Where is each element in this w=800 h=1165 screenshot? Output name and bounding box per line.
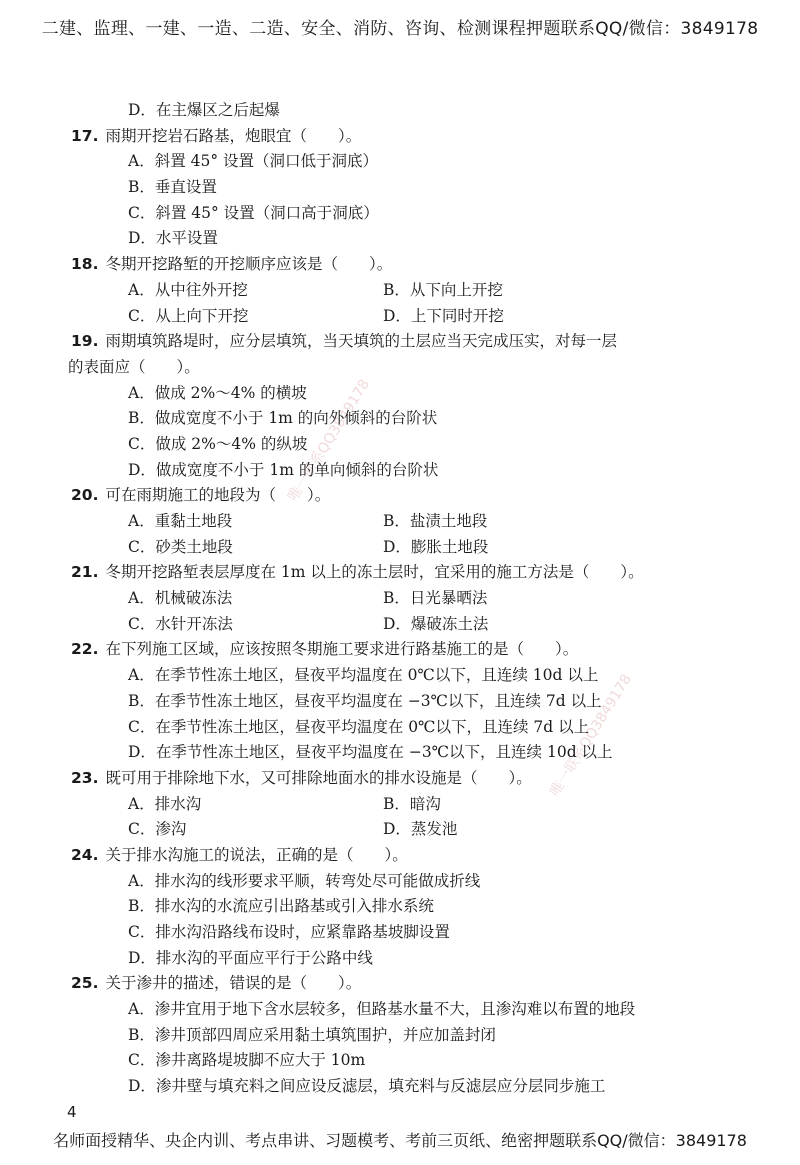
question-stem: [0, 124, 800, 150]
answer-option: D．做成宽度不小于 1m 的单向倾斜的台阶状: [128, 460, 439, 479]
question-number: 19.: [71, 332, 99, 351]
answer-option: B．做成宽度不小于 1m 的向外倾斜的台阶状: [128, 409, 438, 428]
question-text: 雨期填筑路堤时，应分层填筑，当天填筑的土层应当天完成压实，对每一层: [105, 332, 617, 351]
question-number: 25.: [71, 974, 99, 993]
answer-option-row: [0, 509, 800, 535]
answer-option: C．砂类土地段: [128, 537, 233, 556]
answer-option: D．水平设置: [128, 229, 218, 248]
answer-option: B．暗沟: [383, 794, 441, 813]
watermark: 唯一联系QQ3849178: [285, 376, 374, 505]
page-header: 二建、监理、一建、一造、二造、安全、消防、咨询、检测课程押题联系QQ/微信：3849178: [41, 19, 759, 39]
question-number: 20.: [71, 486, 99, 505]
answer-option-row: [0, 586, 800, 612]
answer-option: C．渗沟: [128, 820, 187, 839]
answer-option: C．渗井离路堤坡脚不应大于 10m: [128, 1051, 366, 1070]
question-stem: [0, 971, 800, 997]
answer-option: B．从下向上开挖: [383, 280, 503, 299]
answer-option: A．做成 2%～4% 的横坡: [128, 383, 307, 402]
question-text: 雨期开挖岩石路基，炮眼宜（ ）。: [105, 126, 362, 145]
answer-option: A．渗井宜用于地下含水层较多，但路基水量不大，且渗沟难以布置的地段: [128, 1000, 636, 1019]
answer-option: D．排水沟的平面应平行于公路中线: [128, 948, 373, 967]
question-text-continued: 的表面应（ ）。: [68, 357, 200, 376]
question-stem: [0, 637, 800, 663]
answer-option: B．垂直设置: [128, 178, 217, 197]
answer-option: A．在季节性冻土地区，昼夜平均温度在 0℃以下，且连续 10d 以上: [128, 666, 599, 685]
answer-option-row: [0, 304, 800, 330]
question-text: 在下列施工区域，应该按照冬期施工要求进行路基施工的是（ ）。: [105, 640, 579, 659]
answer-option: C．排水沟沿路线布设时，应紧靠路基坡脚设置: [128, 923, 450, 941]
answer-option: A．排水沟的线形要求平顺，转弯处尽可能做成折线: [128, 871, 481, 890]
question-list: [0, 98, 800, 1100]
question-number: 18.: [71, 255, 99, 274]
answer-option: D．在主爆区之后起爆: [128, 101, 280, 119]
question-text: 可在雨期施工的地段为（ ）。: [105, 486, 331, 505]
question-number: 17.: [71, 126, 99, 145]
answer-option: D．蒸发池: [383, 820, 458, 839]
question-number: 21.: [71, 563, 99, 582]
answer-option: D．爆破冻土法: [383, 614, 489, 633]
question-text: 冬期开挖路堑表层厚度在 1m 以上的冻土层时，宜采用的施工方法是（ ）。: [105, 563, 644, 582]
answer-option: D．上下同时开挖: [383, 306, 504, 325]
answer-option: C．从上向下开挖: [128, 306, 249, 325]
answer-option: C．水针开冻法: [128, 614, 233, 633]
page-footer: 名师面授精华、央企内训、考点串讲、习题模考、考前三页纸、绝密押题联系QQ/微信：3849178: [53, 1131, 747, 1150]
answer-option: C．在季节性冻土地区，昼夜平均温度在 0℃以下，且连续 7d 以上: [128, 717, 590, 736]
question-stem: [0, 329, 800, 355]
question-number: 22.: [71, 640, 99, 659]
answer-option: A．重黏土地段: [128, 512, 233, 530]
question-number: 23.: [71, 768, 99, 787]
question-text: 冬期开挖路堑的开挖顺序应该是（ ）。: [105, 255, 393, 274]
answer-option: C．做成 2%～4% 的纵坡: [128, 434, 308, 453]
question-stem: [0, 252, 800, 278]
watermark: 唯一联系QQ3849178: [547, 671, 636, 800]
answer-option-row: [0, 817, 800, 843]
answer-option-row: [0, 612, 800, 638]
answer-option: A．斜置 45° 设置（洞口低于洞底）: [128, 152, 379, 171]
answer-option: B．在季节性冻土地区，昼夜平均温度在 −3℃以下，且连续 7d 以上: [128, 691, 602, 710]
answer-option-row: [0, 278, 800, 304]
answer-option-row: [0, 535, 800, 561]
question-text: 既可用于排除地下水，又可排除地面水的排水设施是（ ）。: [105, 768, 532, 787]
answer-option: D．在季节性冻土地区，昼夜平均温度在 −3℃以下，且连续 10d 以上: [128, 743, 613, 762]
question-stem: [0, 560, 800, 586]
question-stem: [0, 843, 800, 869]
question-number: 24.: [71, 845, 99, 864]
answer-option: B．排水沟的水流应引出路基或引入排水系统: [128, 897, 434, 916]
question-text: 关于排水沟施工的说法，正确的是（ ）。: [105, 845, 408, 864]
answer-option: C．斜置 45° 设置（洞口高于洞底）: [128, 203, 379, 222]
answer-option: D．渗井壁与填充料之间应设反滤层，填充料与反滤层应分层同步施工: [128, 1077, 606, 1096]
question-stem: [0, 483, 800, 509]
answer-option-row: [0, 792, 800, 818]
answer-option: A．机械破冻法: [128, 589, 233, 608]
question-stem: [0, 766, 800, 792]
answer-option: A．从中往外开挖: [128, 280, 248, 299]
answer-option: B．日光暴晒法: [383, 589, 488, 608]
answer-option: B．渗井顶部四周应采用黏土填筑围护，并应加盖封闭: [128, 1025, 496, 1044]
answer-option: A．排水沟: [128, 794, 202, 813]
answer-option: B．盐渍土地段: [383, 512, 488, 530]
page-number: 4: [67, 1103, 77, 1121]
question-text: 关于渗井的描述，错误的是（ ）。: [105, 974, 362, 993]
answer-option: D．膨胀土地段: [383, 537, 489, 556]
